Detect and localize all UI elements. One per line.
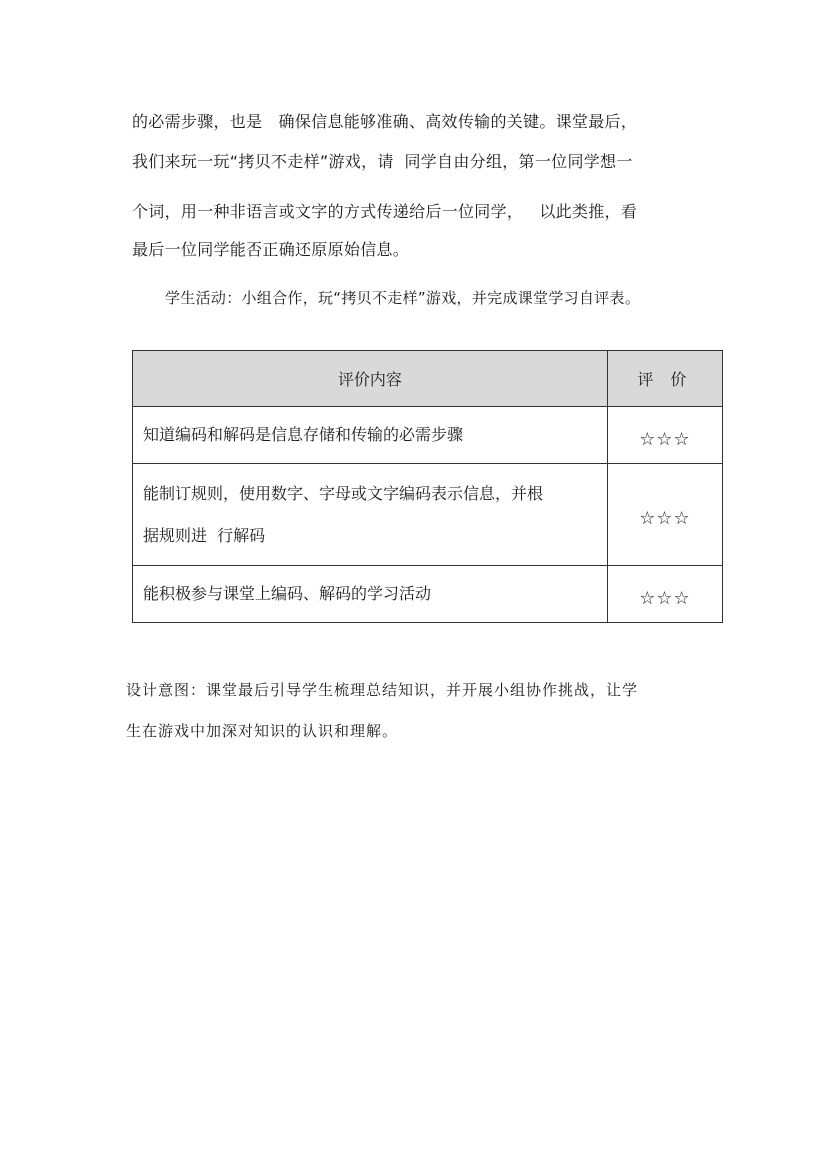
paragraph-line: 我们来玩一玩“拷贝不走样”游戏，请 同学自由分组，第一位同学想一	[132, 152, 633, 171]
table-row	[133, 566, 723, 623]
table-header-row	[133, 351, 723, 407]
student-activity-text: 学生活动：小组合作，玩“拷贝不走样”游戏，并完成课堂学习自评表。	[165, 289, 641, 307]
row-content-line: 能积极参与课堂上编码、解码的学习活动	[143, 584, 432, 603]
row-content	[133, 464, 608, 566]
row-rating-stars: ☆☆☆	[607, 566, 722, 623]
design-intent-line: 设计意图：课堂最后引导学生梳理总结知识，并开展小组协作挑战，让学	[126, 681, 639, 699]
paragraph-line: 的必需步骤，也是 确保信息能够准确、高效传输的关键。课堂最后，	[132, 112, 638, 131]
row-content	[133, 566, 608, 623]
design-intent-line: 生在游戏中加深对知识的认识和理解。	[126, 722, 399, 740]
row-content-line: 能制订规则，使用数字、字母或文字编码表示信息，并根	[143, 483, 544, 503]
table-row	[133, 464, 723, 566]
header-rating: 评 价	[607, 351, 722, 407]
row-rating-stars: ☆☆☆	[607, 464, 722, 566]
row-content-line: 知道编码和解码是信息存储和传输的必需步骤	[143, 425, 464, 444]
self-evaluation-table	[132, 350, 723, 623]
paragraph-line: 最后一位同学能否正确还原原始信息。	[132, 240, 410, 259]
header-content: 评价内容	[133, 351, 608, 407]
row-content-line: 据规则进 行解码	[143, 525, 266, 545]
row-rating-stars: ☆☆☆	[607, 407, 722, 464]
paragraph-line: 个词，用一种非语言或文字的方式传递给后一位同学， 以此类推，看	[132, 202, 638, 221]
row-content	[133, 407, 608, 464]
table-row	[133, 407, 723, 464]
